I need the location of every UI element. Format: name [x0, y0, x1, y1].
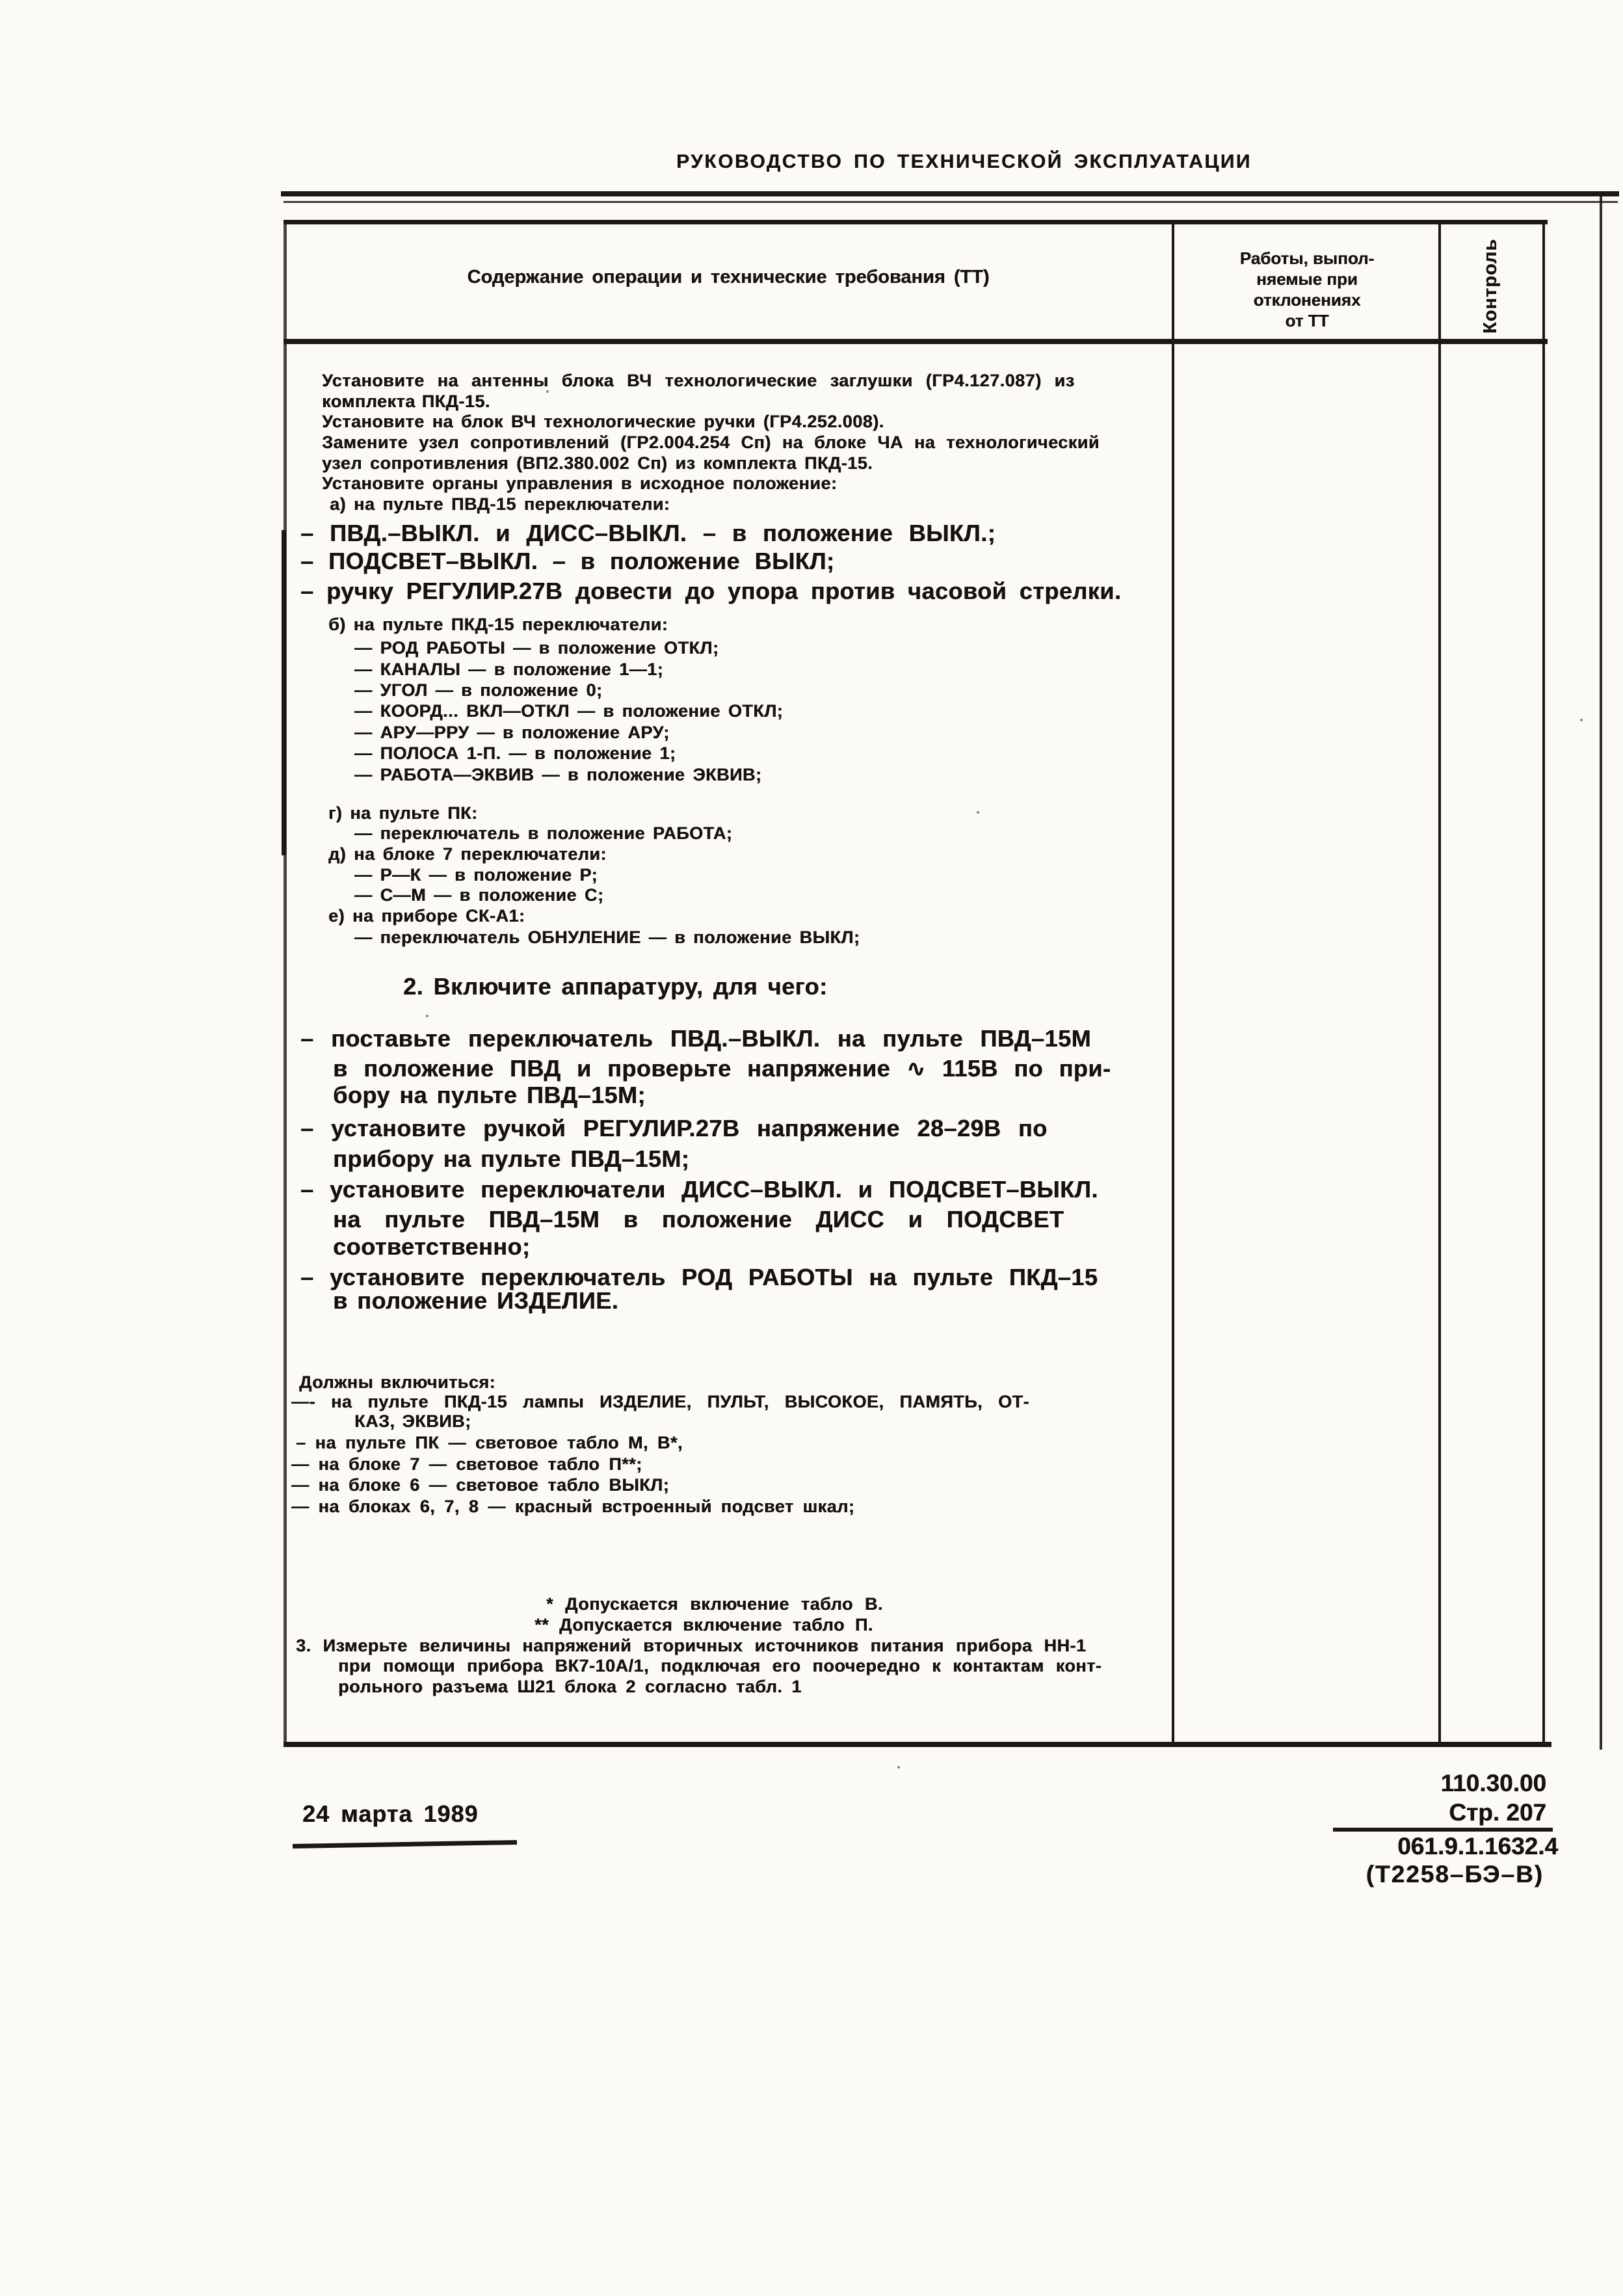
column-header-deviations-line2: няемые при	[1256, 269, 1358, 289]
content-line: при помощи прибора ВК7-10А/1, подключая его поочередно к контактам конт-	[338, 1656, 1102, 1675]
content-line: – установите переключатель РОД РАБОТЫ на пульте ПКД–15	[300, 1264, 1098, 1290]
scan-speck	[977, 811, 979, 814]
page-title: РУКОВОДСТВО ПО ТЕХНИЧЕСКОЙ ЭКСПЛУАТАЦИИ	[676, 151, 1252, 172]
content-line: — АРУ—РРУ — в положение АРУ;	[354, 723, 670, 742]
content-line: —- на пульте ПКД-15 лампы ИЗДЕЛИЕ, ПУЛЬТ, ВЫСОКОЕ, ПАМЯТЬ, ОТ-	[291, 1392, 1030, 1411]
content-line: Должны включиться:	[299, 1372, 496, 1392]
content-line: б) на пульте ПКД-15 переключатели:	[328, 615, 668, 634]
content-line: — КАНАЛЫ — в положение 1—1;	[354, 660, 664, 679]
footer-page-number: Стр. 207	[1449, 1799, 1546, 1826]
content-line: 2. Включите аппаратуру, для чего:	[403, 973, 828, 1000]
content-line: г) на пульте ПК:	[328, 803, 478, 823]
right-margin-line	[1600, 193, 1602, 1750]
content-line: узел сопротивления (ВП2.380.002 Сп) из комплекта ПКД-15.	[322, 453, 873, 473]
content-line: Замените узел сопротивлений (ГР2.004.254 Сп) на блоке ЧА на технологический	[322, 433, 1100, 452]
content-line: — РАБОТА—ЭКВИВ — в положение ЭКВИВ;	[354, 765, 762, 784]
column-header-deviations-line4: от ТТ	[1285, 311, 1329, 330]
table-left-border	[284, 220, 287, 1747]
column-header-control: Контроль	[1479, 238, 1501, 334]
column-header-deviations-line3: отклонениях	[1253, 290, 1361, 310]
footer-doc-code: 061.9.1.1632.4	[1397, 1833, 1558, 1860]
column-header-operations: Содержание операции и технические требования (ТТ)	[467, 267, 990, 287]
footer-rule	[1333, 1828, 1553, 1832]
content-line: — ПОЛОСА 1-П. — в положение 1;	[354, 743, 676, 763]
content-line: – на пульте ПК — световое табло М, В*,	[296, 1433, 683, 1452]
table-header-divider	[284, 339, 1548, 344]
footer-date-underline	[293, 1840, 517, 1849]
content-line: — переключатель в положение РАБОТА;	[354, 823, 733, 843]
content-line: — КООРД... ВКЛ—ОТКЛ — в положение ОТКЛ;	[354, 701, 784, 721]
content-line: — С—М — в положение С;	[354, 885, 604, 905]
content-line: ** Допускается включение табло П.	[534, 1615, 873, 1635]
table-right-border	[1542, 220, 1545, 1747]
header-rule-thin	[284, 201, 1618, 203]
content-line: Установите на блок ВЧ технологические ручки (ГР4.252.008).	[322, 412, 884, 431]
footer-doc-code-2: (Т2258–БЭ–В)	[1366, 1861, 1544, 1888]
content-line: соответственно;	[333, 1233, 531, 1260]
content-line: рольного разъема Ш21 блока 2 согласно табл. 1	[338, 1677, 802, 1696]
content-line: на пульте ПВД–15М в положение ДИСС и ПОДСВЕТ	[333, 1206, 1064, 1233]
content-line: – поставьте переключатель ПВД.–ВЫКЛ. на пульте ПВД–15М	[300, 1025, 1091, 1052]
table-top-border	[284, 220, 1548, 224]
content-line: – установите ручкой РЕГУЛИР.27В напряжение 28–29В по	[300, 1115, 1048, 1141]
change-bar	[282, 530, 286, 855]
scan-speck	[897, 1766, 900, 1769]
content-line: — Р—К — в положение Р;	[354, 865, 598, 885]
content-line: 3. Измерьте величины напряжений вторичных источников питания прибора НН-1	[296, 1636, 1087, 1655]
content-line: бору на пульте ПВД–15М;	[333, 1082, 646, 1108]
content-line: — РОД РАБОТЫ — в положение ОТКЛ;	[354, 638, 719, 658]
content-line: – ПВД.–ВЫКЛ. и ДИСС–ВЫКЛ. – в положение ВЫКЛ.;	[300, 520, 996, 546]
footer-doc-number: 110.30.00	[1440, 1770, 1546, 1796]
content-line: Установите органы управления в исходное положение:	[322, 474, 838, 493]
content-line: прибору на пульте ПВД–15М;	[333, 1145, 690, 1172]
header-rule-thick	[281, 191, 1619, 196]
content-line: д) на блоке 7 переключатели:	[328, 844, 607, 864]
scan-speck	[546, 390, 549, 393]
content-line: * Допускается включение табло В.	[546, 1594, 883, 1614]
table-bottom-border	[284, 1742, 1551, 1747]
column-header-deviations-line1: Работы, выпол-	[1239, 248, 1375, 268]
content-line: — на блоке 7 — световое табло П**;	[291, 1454, 642, 1474]
content-line: в положение ИЗДЕЛИЕ.	[333, 1287, 619, 1314]
footer-date: 24 марта 1989	[302, 1800, 479, 1827]
content-line: — на блоках 6, 7, 8 — красный встроенный подсвет шкал;	[291, 1497, 855, 1516]
content-line: е) на приборе СК-А1:	[328, 906, 525, 926]
content-line: а) на пульте ПВД-15 переключатели:	[330, 494, 670, 514]
content-line: — УГОЛ — в положение 0;	[354, 680, 603, 700]
table-col1-divider	[1172, 220, 1174, 1747]
content-line: КАЗ, ЭКВИВ;	[354, 1411, 471, 1431]
scan-speck	[1580, 719, 1583, 721]
scan-speck	[426, 1015, 429, 1017]
content-line: в положение ПВД и проверьте напряжение ∿ 115В по при-	[333, 1055, 1111, 1082]
table-col2-divider	[1438, 220, 1441, 1747]
content-line: комплекта ПКД-15.	[322, 392, 490, 411]
content-line: – ПОДСВЕТ–ВЫКЛ. – в положение ВЫКЛ;	[300, 548, 835, 574]
content-line: – ручку РЕГУЛИР.27В довести до упора против часовой стрелки.	[300, 578, 1122, 604]
content-line: — переключатель ОБНУЛЕНИЕ — в положение ВЫКЛ;	[354, 928, 860, 947]
content-line: – установите переключатели ДИСС–ВЫКЛ. и ПОДСВЕТ–ВЫКЛ.	[300, 1176, 1098, 1203]
content-line: — на блоке 6 — световое табло ВЫКЛ;	[291, 1475, 670, 1495]
content-line: Установите на антенны блока ВЧ технологические заглушки (ГР4.127.087) из	[322, 371, 1075, 390]
